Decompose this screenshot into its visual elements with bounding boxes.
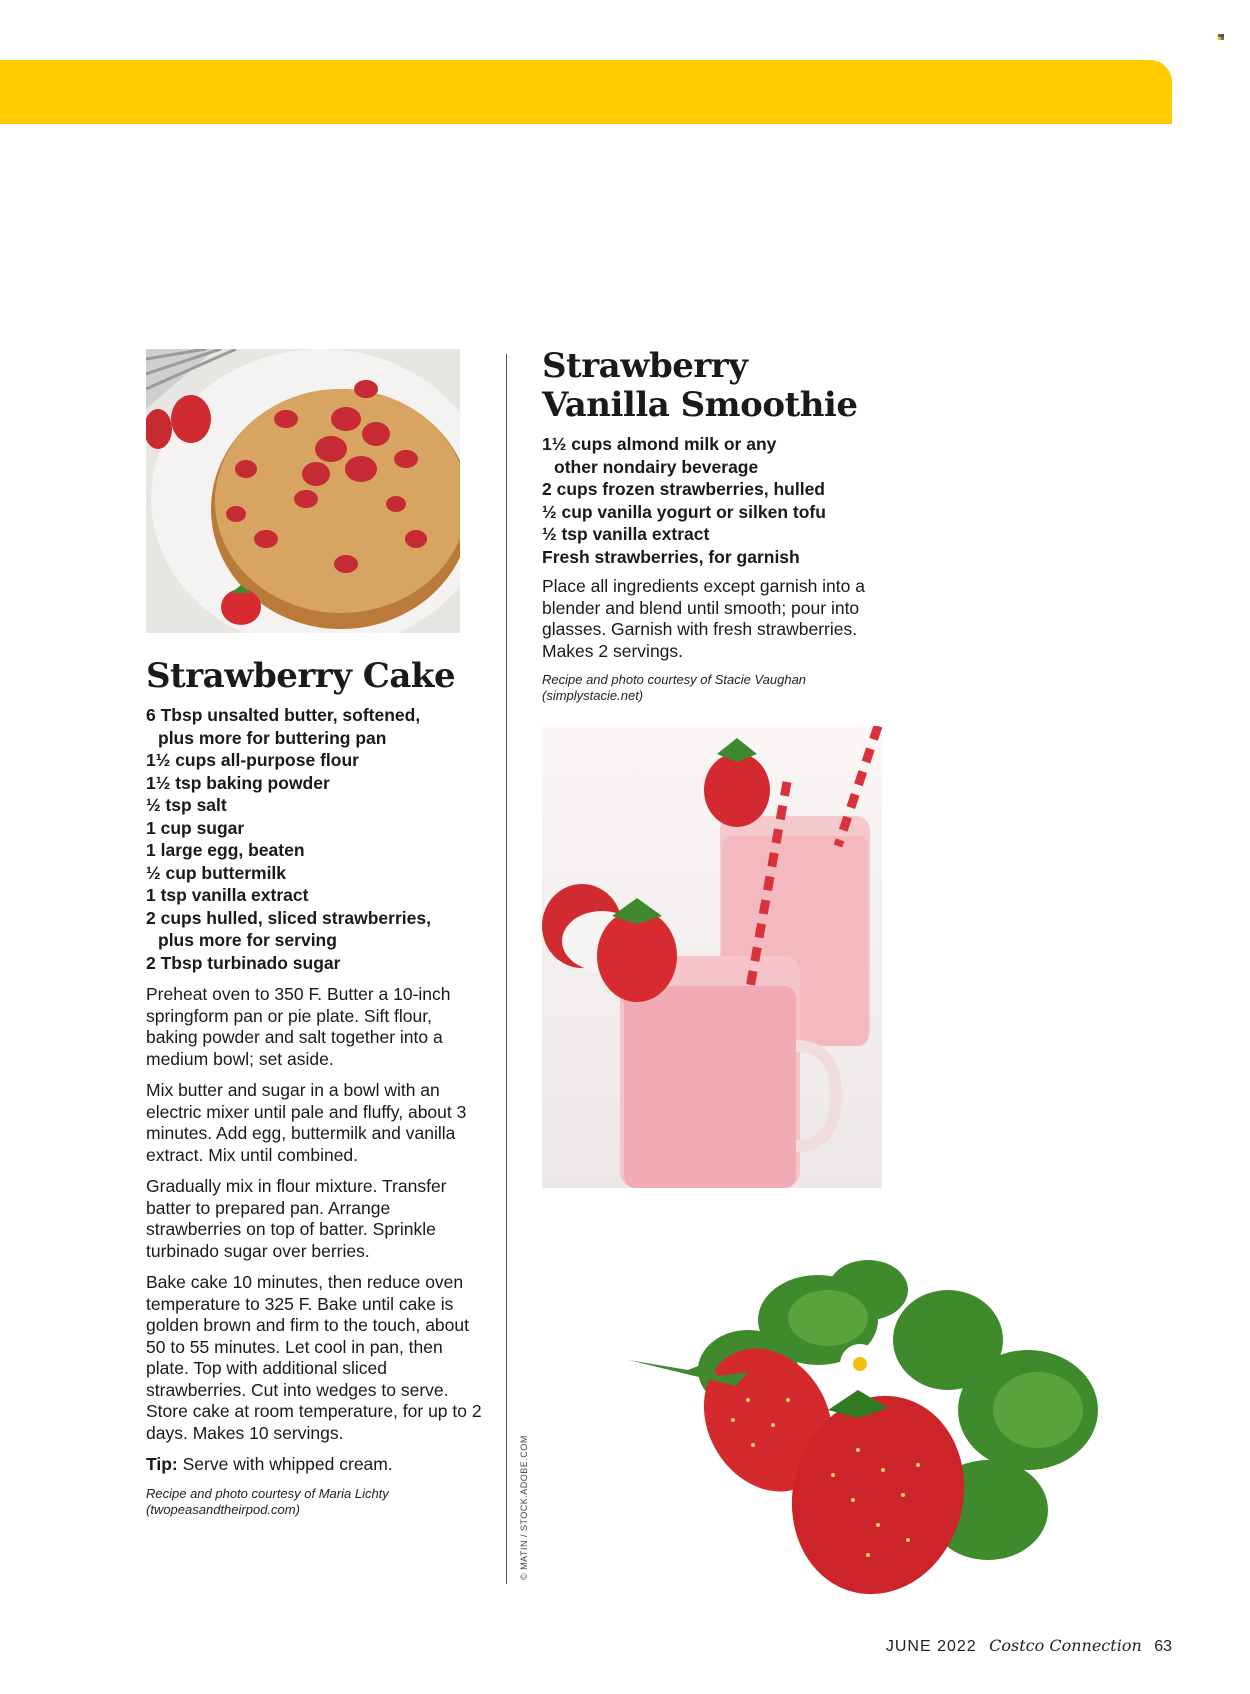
footer-magazine: Costco Connection	[989, 1636, 1142, 1655]
smoothie-title-line: Vanilla Smoothie	[542, 385, 858, 425]
header-yellow-band	[0, 60, 1172, 124]
list-item: plus more for serving	[158, 930, 337, 950]
tip-label: Tip:	[146, 1454, 178, 1474]
list-item: ½ cup vanilla yogurt or silken tofu	[542, 501, 826, 522]
tip-text: Serve with whipped cream.	[177, 1454, 393, 1474]
smoothie-credit	[542, 672, 882, 704]
smoothie-title-line: Strawberry	[542, 346, 748, 386]
cake-ingredient-list	[146, 704, 486, 974]
list-item: ½ cup buttermilk	[146, 862, 287, 883]
list-item: 1 cup sugar	[146, 817, 245, 838]
page-number: 63	[1154, 1638, 1172, 1655]
list-item: 2 cups frozen strawberries, hulled	[542, 479, 825, 499]
list-item: 1 tsp vanilla extract	[146, 885, 309, 905]
footer-month: JUNE 2022	[885, 1638, 977, 1655]
list-item: plus more for buttering pan	[158, 727, 387, 748]
list-item: 1½ cups almond milk or any	[542, 434, 777, 454]
list-item: 1½ cups all-purpose flour	[146, 750, 359, 770]
list-item: ½ tsp vanilla extract	[542, 524, 710, 544]
smoothie-step: Place all ingredients except garnish into a blender and blend until smooth; pour into glasses. Garnish with fresh strawberries. Makes 2 servings.	[542, 576, 865, 661]
credit-line: (twopeasandtheirpod.com)	[146, 1501, 300, 1517]
cake-step: Mix butter and sugar in a bowl with an electric mixer until pale and fluffy, about 3 minutes. Add egg, buttermilk and vanilla extract. Mix until combined.	[146, 1080, 467, 1165]
corner-logo-icon	[1218, 34, 1225, 41]
list-item: 6 Tbsp unsalted butter, softened,	[146, 705, 421, 725]
smoothie-title	[542, 347, 882, 425]
list-item: 2 Tbsp turbinado sugar	[146, 952, 341, 973]
list-item: 1 large egg, beaten	[146, 840, 305, 860]
list-item: ½ tsp salt	[146, 795, 227, 815]
cake-step: Preheat oven to 350 F. Butter a 10-inch springform pan or pie plate. Sift flour, baking powder and salt together into a medium bowl; set aside.	[146, 984, 451, 1069]
credit-line: (simplystacie.net)	[542, 688, 644, 703]
list-item: 1½ tsp baking powder	[146, 772, 330, 793]
fresh-strawberries-photo	[628, 1260, 1128, 1600]
cake-step: Gradually mix in flour mixture. Transfer batter to prepared pan. Arrange strawberries on top of batter. Sprinkle turbinado sugar over berries.	[146, 1176, 447, 1261]
strawberry-cake-photo	[146, 349, 460, 633]
list-item: other nondairy beverage	[554, 456, 759, 477]
list-item: Fresh strawberries, for garnish	[542, 546, 800, 567]
cake-tip	[146, 1454, 486, 1476]
cake-step: Bake cake 10 minutes, then reduce oven temperature to 325 F. Bake until cake is golden brown and firm to the touch, about 50 to 55 minutes. Let cool in pan, then plate. Top with additional sliced strawberries. Cut into wedges to serve. Store cake at room temperature, for up to 2 days. Makes 10 servings.	[146, 1272, 482, 1443]
column-divider	[506, 354, 507, 1584]
photo-credit: © MATIN / STOCK.ADOBE.COM	[519, 1435, 529, 1580]
page-footer	[886, 1636, 1172, 1656]
strawberry-smoothie-photo	[542, 726, 882, 1188]
cake-title: Strawberry Cake	[146, 656, 456, 696]
list-item: 2 cups hulled, sliced strawberries,	[146, 907, 431, 928]
cake-credit	[146, 1486, 486, 1518]
credit-line: Recipe and photo courtesy of Stacie Vaughan	[542, 672, 807, 687]
smoothie-ingredient-list	[542, 433, 882, 568]
credit-line: Recipe and photo courtesy of Maria Lichty	[146, 1485, 389, 1501]
